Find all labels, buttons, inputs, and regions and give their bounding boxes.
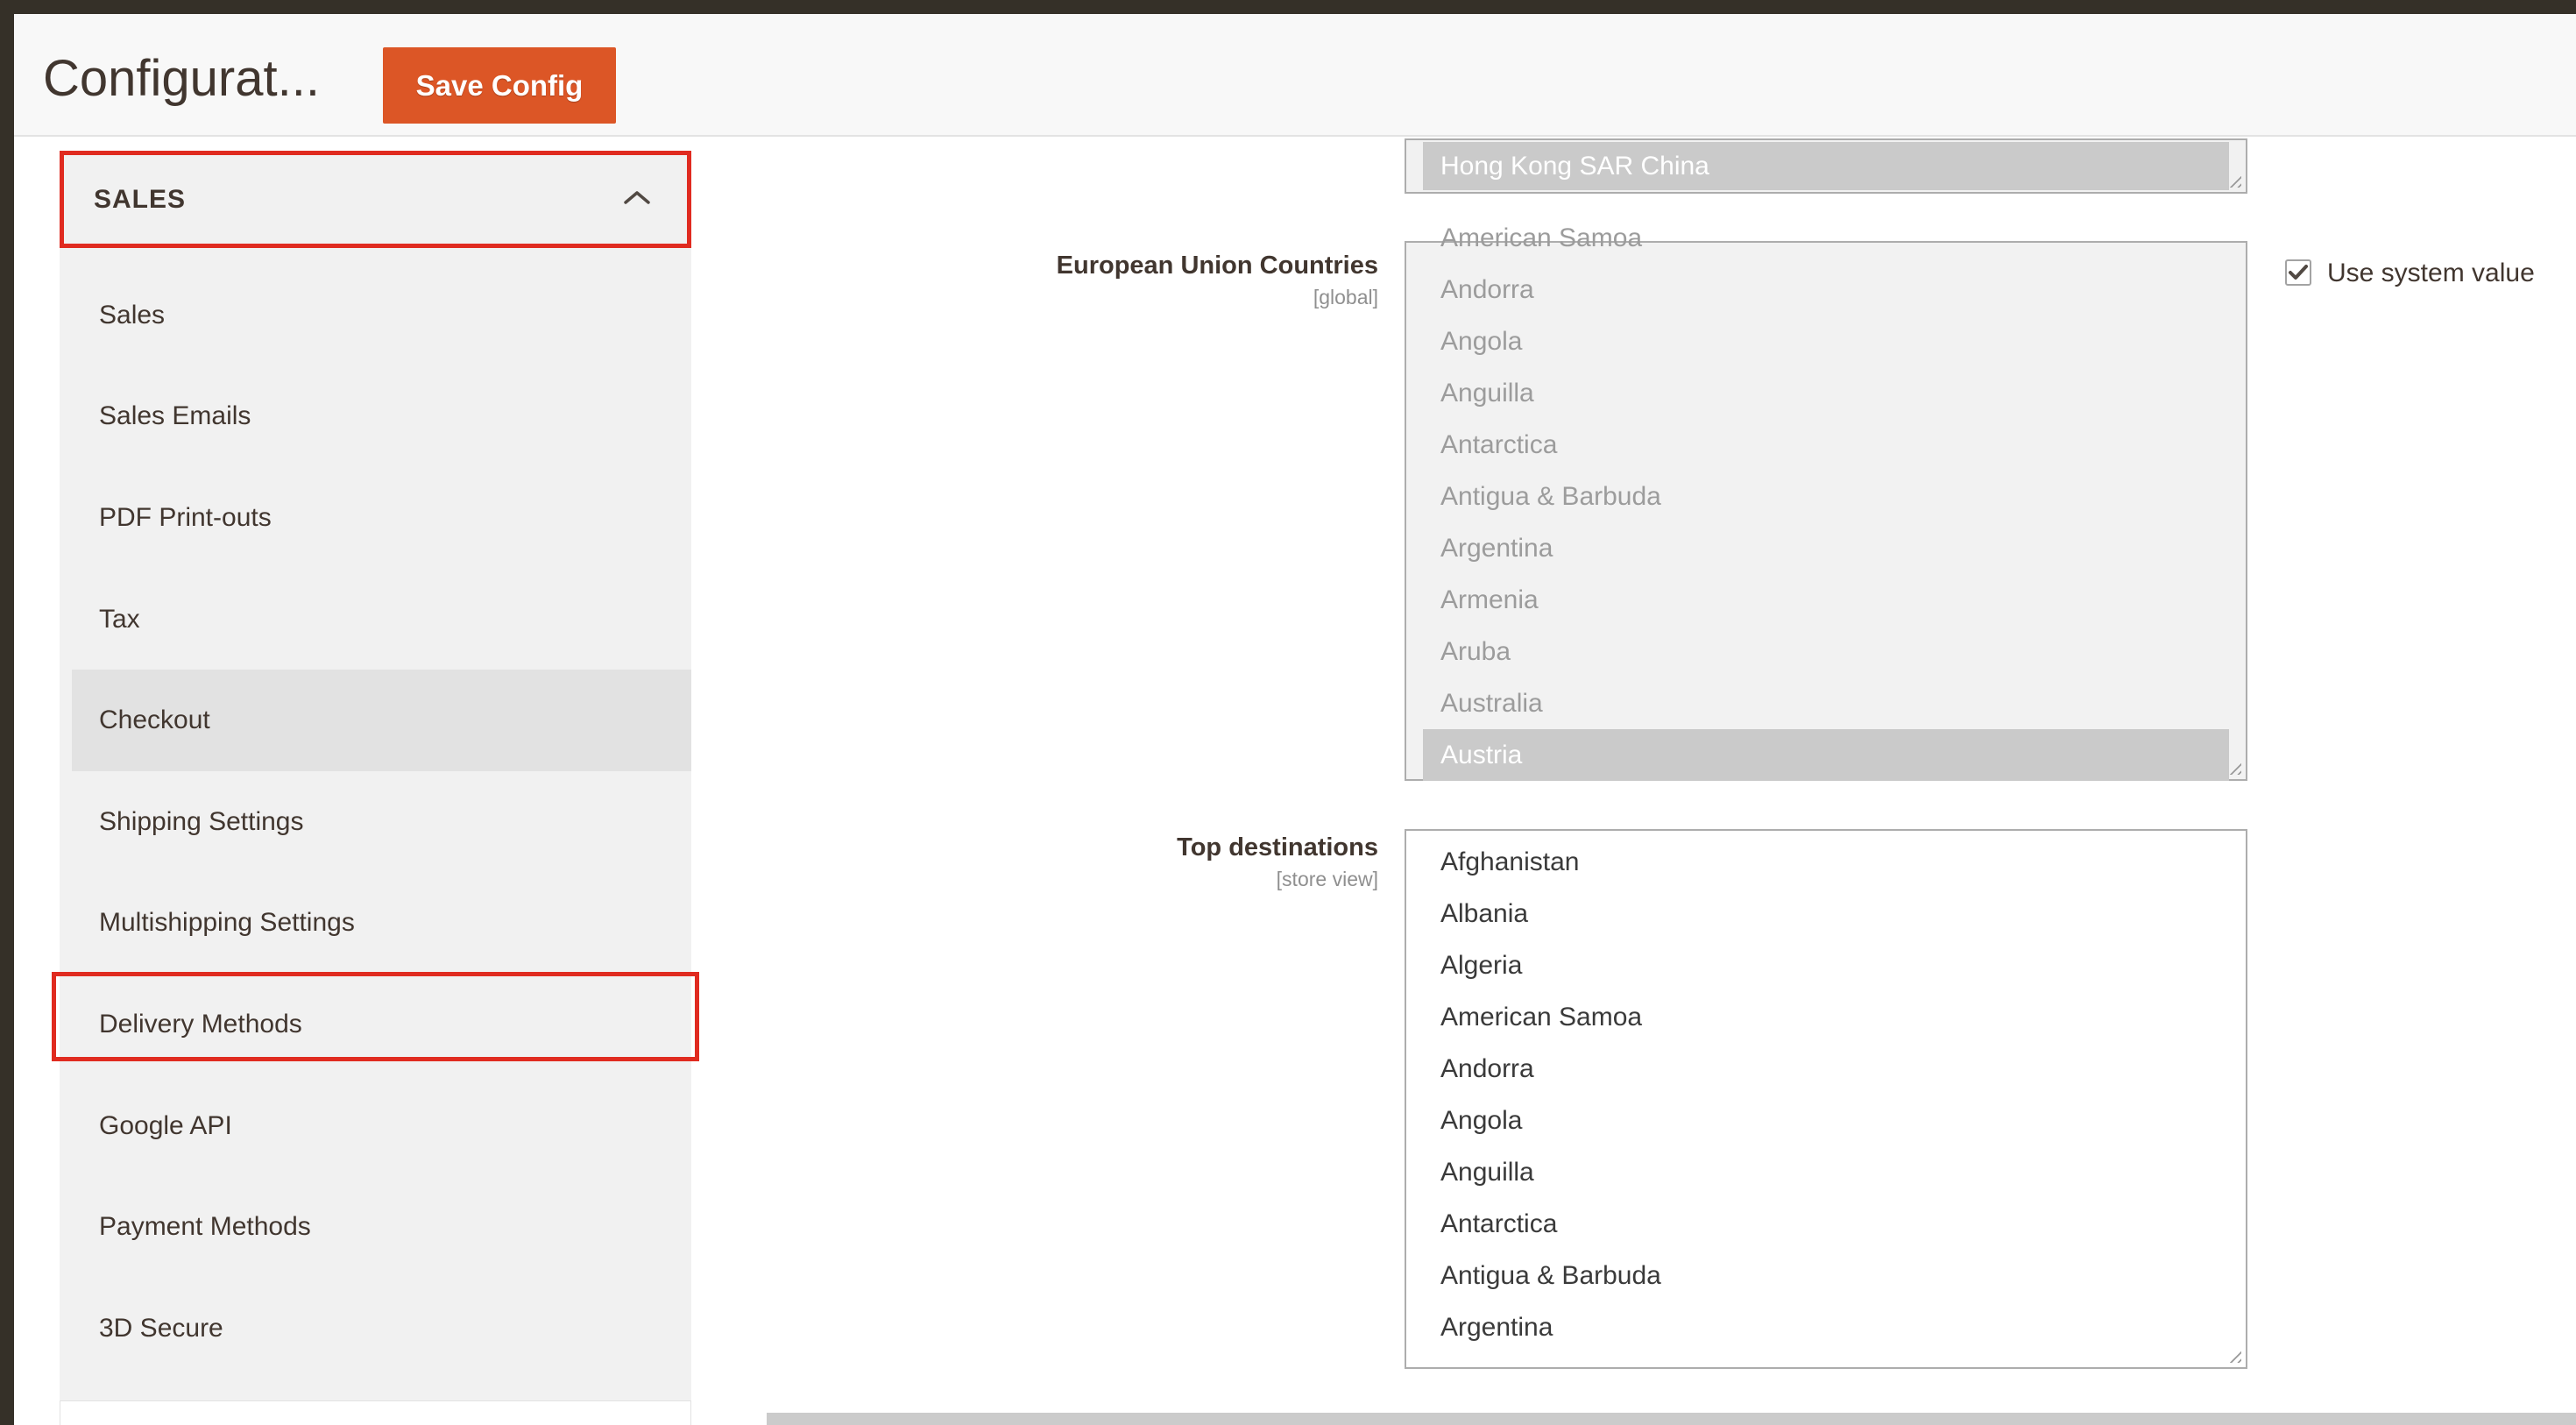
sidebar-item[interactable]: Sales xyxy=(99,300,166,330)
top-destinations-label: Top destinations xyxy=(1177,833,1378,861)
eu-countries-label-block xyxy=(1057,249,1378,310)
checkmark-icon xyxy=(2289,265,2308,280)
select-option[interactable]: Angola xyxy=(1440,1106,1523,1135)
select-option[interactable]: Antigua & Barbuda xyxy=(1440,1261,1661,1290)
use-system-value-checkbox[interactable] xyxy=(2285,259,2311,286)
allowed-countries-options xyxy=(1406,142,2246,190)
config-sidebar xyxy=(60,151,691,1400)
admin-menu-top-strip xyxy=(0,0,2576,14)
select-option[interactable]: Australia xyxy=(1440,689,1543,718)
select-option[interactable]: Andorra xyxy=(1440,275,1534,304)
sidebar-item[interactable]: Checkout xyxy=(72,670,691,771)
top-destinations-scope: [store view] xyxy=(1276,868,1378,890)
select-option[interactable]: Angola xyxy=(1440,327,1523,356)
select-option[interactable]: Albania xyxy=(1440,899,1529,928)
select-option[interactable]: Antigua & Barbuda xyxy=(1440,482,1661,511)
sidebar-item[interactable]: Tax xyxy=(99,604,140,634)
sidebar-item[interactable]: Multishipping Settings xyxy=(99,908,355,938)
select-option[interactable]: Algeria xyxy=(1440,951,1523,980)
select-option[interactable]: Argentina xyxy=(1440,1313,1553,1342)
sidebar-item[interactable]: Payment Methods xyxy=(99,1212,311,1242)
select-option[interactable]: American Samoa xyxy=(1440,1003,1643,1032)
sidebar-next-section-stub[interactable] xyxy=(60,1400,691,1425)
select-option[interactable]: Antarctica xyxy=(1440,1209,1558,1238)
admin-menu-left-strip xyxy=(0,0,14,1425)
use-system-value-label: Use system value xyxy=(2327,259,2535,287)
eu-countries-label: European Union Countries xyxy=(1056,252,1378,280)
sidebar-section-sales[interactable] xyxy=(60,151,691,248)
sidebar-item[interactable]: 3D Secure xyxy=(99,1313,223,1343)
chevron-up-icon xyxy=(624,190,650,209)
page-title: Configurat... xyxy=(43,50,320,107)
select-option[interactable]: Andorra xyxy=(1440,1054,1534,1083)
sidebar-section-label: SALES xyxy=(94,184,187,214)
save-config-button[interactable]: Save Config xyxy=(383,47,616,124)
sidebar-item[interactable]: Shipping Settings xyxy=(99,806,304,836)
select-option[interactable]: Antarctica xyxy=(1440,430,1558,459)
sidebar-item[interactable]: Delivery Methods xyxy=(60,974,691,1075)
use-system-value-field[interactable] xyxy=(2285,257,2535,290)
select-option[interactable]: Hong Kong SAR China xyxy=(1423,142,2229,190)
top-destinations-multiselect[interactable] xyxy=(1405,829,2247,1369)
select-option[interactable]: Argentina xyxy=(1440,534,1553,563)
allowed-countries-multiselect[interactable] xyxy=(1405,138,2247,194)
section-divider xyxy=(767,1413,2576,1425)
top-destinations-options xyxy=(1406,831,2246,1353)
sidebar-item-list xyxy=(60,248,691,1379)
eu-countries-options xyxy=(1406,212,2246,781)
eu-countries-scope: [global] xyxy=(1313,286,1378,308)
top-destinations-label-block xyxy=(1177,831,1378,892)
select-option[interactable]: Afghanistan xyxy=(1440,847,1580,876)
eu-countries-multiselect[interactable] xyxy=(1405,223,2247,781)
select-option[interactable]: Anguilla xyxy=(1440,379,1534,408)
select-option[interactable]: American Samoa xyxy=(1440,223,1643,252)
page-header xyxy=(14,14,2576,137)
sidebar-item[interactable]: Google API xyxy=(99,1110,232,1140)
select-option[interactable]: Austria xyxy=(1423,729,2229,781)
select-option[interactable]: Anguilla xyxy=(1440,1158,1534,1187)
select-option[interactable]: Aruba xyxy=(1440,637,1511,666)
sidebar-item[interactable]: PDF Print-outs xyxy=(99,502,272,532)
sidebar-item[interactable]: Sales Emails xyxy=(99,401,251,431)
select-option[interactable]: Armenia xyxy=(1440,585,1539,614)
